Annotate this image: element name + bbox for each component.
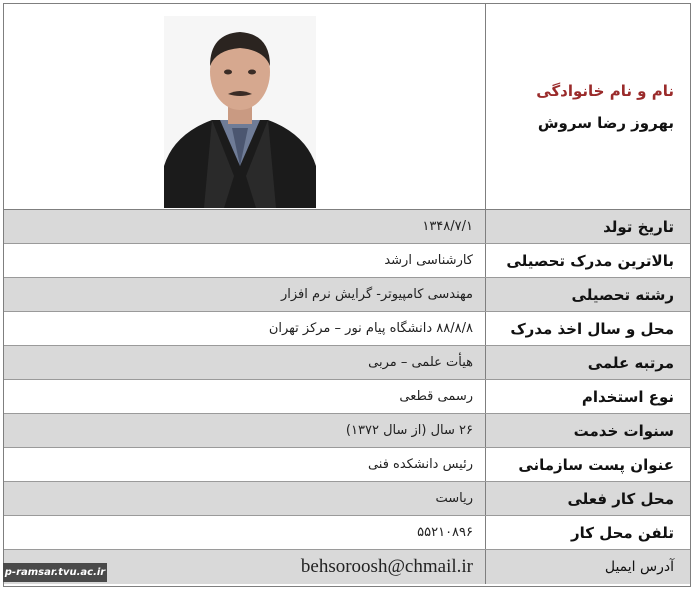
row-label: تلفن محل کار <box>485 516 690 549</box>
row-label: سنوات خدمت <box>485 414 690 447</box>
row-label: مرتبه علمی <box>485 346 690 379</box>
row-value: ۵۵۲۱۰۸۹۶ <box>417 525 473 540</box>
profile-photo <box>164 16 316 208</box>
row-label: محل و سال اخذ مدرک <box>485 312 690 345</box>
info-row-academic-rank <box>4 346 690 380</box>
photo-cell <box>4 4 485 209</box>
email-link[interactable]: behsoroosh@chmail.ir <box>300 556 473 577</box>
row-label: محل کار فعلی <box>485 482 690 515</box>
row-label: آدرس ایمیل <box>485 550 690 584</box>
profile-card <box>3 3 691 587</box>
row-value: رسمی قطعی <box>399 389 473 404</box>
row-label: بالاترین مدرک تحصیلی <box>485 244 690 277</box>
info-row-degree-place-year <box>4 312 690 346</box>
row-value: ۱۳۴۸/۷/۱ <box>422 219 473 234</box>
info-row-employment-type <box>4 380 690 414</box>
row-label: نوع استخدام <box>485 380 690 413</box>
name-value: بهروز رضا سروش <box>537 113 674 132</box>
row-value: هیأت علمی – مربی <box>368 355 473 370</box>
site-watermark: p-ramsar.tvu.ac.ir <box>3 563 107 582</box>
info-row-field-of-study <box>4 278 690 312</box>
row-value: مهندسی کامپیوتر- گرایش نرم افزار <box>280 287 473 302</box>
info-row-birth-date <box>4 210 690 244</box>
row-value: ۲۶ سال (از سال ۱۳۷۲) <box>345 423 473 438</box>
info-row-position-title <box>4 448 690 482</box>
row-label: رشته تحصیلی <box>485 278 690 311</box>
name-label: نام و نام خانوادگی <box>536 81 674 100</box>
row-value: رئیس دانشکده فنی <box>367 457 473 472</box>
row-label: تاریخ تولد <box>485 210 690 243</box>
row-value: ۸۸/۸/۸ دانشگاه پیام نور – مرکز تهران <box>268 321 473 336</box>
row-value: ریاست <box>435 491 473 506</box>
info-row-work-phone <box>4 516 690 550</box>
name-cell <box>485 4 690 209</box>
row-label: عنوان پست سازمانی <box>485 448 690 481</box>
info-row-current-workplace <box>4 482 690 516</box>
info-row-highest-degree <box>4 244 690 278</box>
row-value: کارشناسی ارشد <box>384 253 473 268</box>
info-row-years-of-service <box>4 414 690 448</box>
profile-header <box>4 4 690 210</box>
